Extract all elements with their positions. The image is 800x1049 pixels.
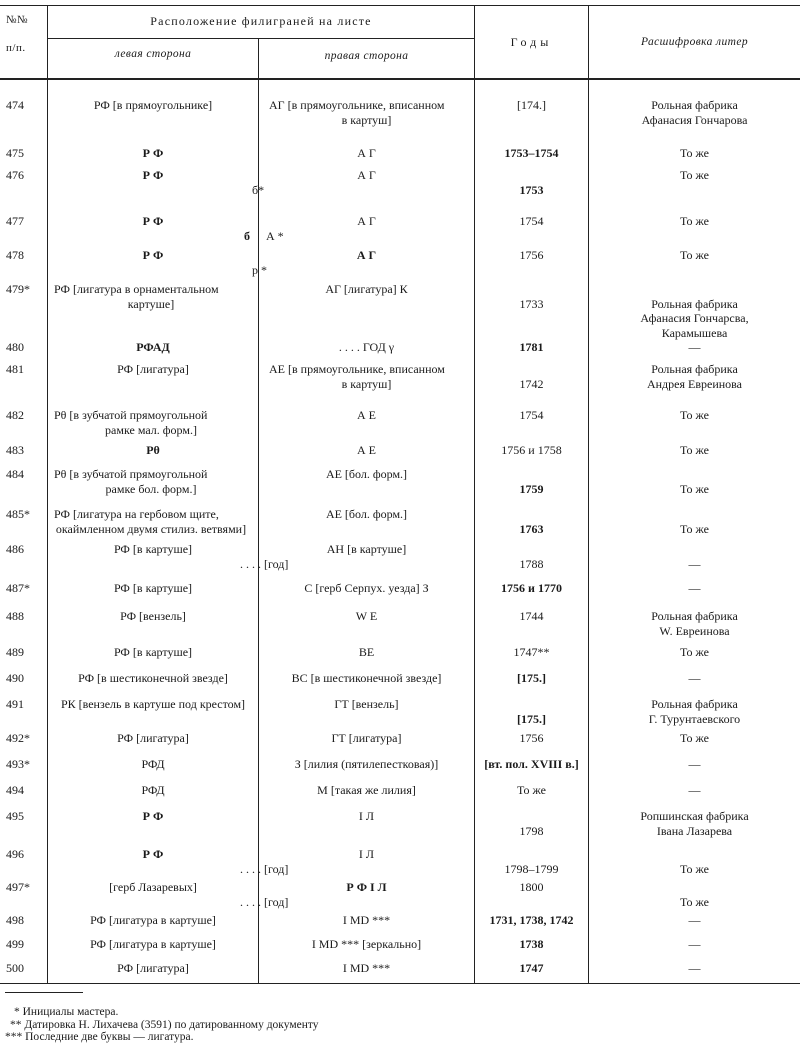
right-side-text: W Е xyxy=(355,609,378,623)
footnote-2: ** Датировка Н. Лихачева (3591) по датированному документу xyxy=(10,1019,319,1031)
right-side-text: АГ [в прямоугольнике, вписанном xyxy=(269,98,445,112)
watermark-mark: . . [год] xyxy=(252,894,289,909)
year-text: 1738 xyxy=(519,937,544,951)
footnote-1: * Инициалы мастера. xyxy=(14,1006,119,1018)
year-text: 1798–1799 xyxy=(504,861,559,876)
watermark-mark: . . [год] xyxy=(252,556,289,571)
header-decoding: Расшифровка литер xyxy=(641,36,748,48)
decoding-text: То же xyxy=(680,731,709,745)
year-text: 1759 xyxy=(519,481,544,496)
footnote-3: *** Последние две буквы — лигатура. xyxy=(5,1031,194,1043)
left-side-text: РФ [лигатура в орнаментальном xyxy=(54,282,219,296)
decoding-text: То же xyxy=(680,894,709,909)
decoding-text: То же xyxy=(680,645,709,659)
year-text: 1753–1754 xyxy=(504,146,559,160)
decoding-text: Афанасия Гончарсва, xyxy=(640,311,749,325)
year-text: 1747 xyxy=(519,961,544,975)
leader-dots: . . xyxy=(240,861,249,876)
decoding-text: То же xyxy=(680,146,709,160)
year-text: 1747** xyxy=(513,645,550,659)
decoding-text: — xyxy=(688,913,701,927)
year-text: [175.] xyxy=(517,671,546,685)
row-number: 494 xyxy=(6,783,24,797)
row-number: 495 xyxy=(6,809,24,823)
leader-dots: . . xyxy=(240,894,249,909)
left-side-text: Р Ф xyxy=(142,248,164,262)
header-left-side: левая сторона xyxy=(114,48,192,60)
right-side-text: ГТ [лигатура] xyxy=(331,731,402,745)
decoding-text: — xyxy=(688,340,701,354)
table-top-rule xyxy=(0,5,800,6)
decoding-text: То же xyxy=(680,443,709,457)
decoding-text: — xyxy=(688,581,701,595)
left-side-text: Р Ф xyxy=(142,168,164,182)
year-text: 1754 xyxy=(519,214,544,228)
right-side-text: АН [в картуше] xyxy=(326,542,407,556)
row-number: 490 xyxy=(6,671,24,685)
year-text: 1731, 1738, 1742 xyxy=(489,913,574,927)
left-side-text: [герб Лазаревых] xyxy=(109,880,197,894)
row-number: 496 xyxy=(6,847,24,861)
row-number: 493* xyxy=(6,757,30,771)
header-bottom-rule xyxy=(0,78,800,80)
right-side-text: АЕ [бол. форм.] xyxy=(325,507,408,521)
right-side-text: АЕ [бол. форм.] xyxy=(325,467,408,481)
left-side-text: РФ [лигатура] xyxy=(117,362,189,376)
watermark-mark: б* xyxy=(252,182,265,197)
year-text: 1756 xyxy=(519,731,544,745)
header-sub-rule xyxy=(48,38,474,39)
decoding-text: То же xyxy=(680,481,709,496)
right-side-text: ВЕ xyxy=(358,645,375,659)
row-number: 500 xyxy=(6,961,24,975)
decoding-text: То же xyxy=(680,248,709,262)
right-side-text: І Л xyxy=(358,809,375,823)
left-side-text: РФ [вензель] xyxy=(120,609,186,623)
decoding-text: То же xyxy=(680,214,709,228)
row-number: 484 xyxy=(6,467,24,481)
left-side-text: Р Ф xyxy=(142,214,164,228)
row-number: 475 xyxy=(6,146,24,160)
right-side-text: А Е xyxy=(357,408,376,422)
year-text: 1763 xyxy=(519,521,544,536)
right-side-text: А Г xyxy=(357,168,376,182)
year-text: 1781 xyxy=(519,340,544,354)
watermark-mark: . . [год] xyxy=(252,861,289,876)
right-side-text: ВС [в шестиконечной звезде] xyxy=(291,671,442,685)
row-number: 486 xyxy=(6,542,24,556)
decoding-text: Афанасия Гончарова xyxy=(641,112,748,127)
row-number: 476 xyxy=(6,168,24,182)
right-side-text: ГТ [вензель] xyxy=(334,697,399,711)
year-text: [вт. пол. XVIII в.] xyxy=(484,757,579,771)
decoding-text: Рольная фабрика xyxy=(651,296,738,311)
left-side-text: РФ [в картуше] xyxy=(113,581,193,595)
row-number: 478 xyxy=(6,248,24,262)
decoding-text: — xyxy=(688,757,701,771)
row-number: 474 xyxy=(6,98,24,112)
watermark-mark: р * xyxy=(252,262,267,277)
year-text: 1798 xyxy=(519,823,544,838)
year-text: 1800 xyxy=(519,880,544,894)
left-side-text: окаймленном двумя стилиз. ветвями] xyxy=(55,521,247,536)
year-text: 1756 и 1758 xyxy=(501,443,562,457)
right-side-text: АГ [лигатура] К xyxy=(325,282,408,296)
left-side-text: Рθ xyxy=(146,443,160,457)
right-side-text: АЕ [в прямоугольнике, вписанном xyxy=(269,362,445,376)
left-side-text: РФ [лигатура] xyxy=(117,961,189,975)
left-side-text: Рθ [в зубчатой прямоугольной xyxy=(54,467,208,481)
row-number: 479* xyxy=(6,282,30,296)
right-side-text: А Е xyxy=(357,443,376,457)
right-side-text: в картуш] xyxy=(341,376,392,391)
decoding-text: — xyxy=(688,783,701,797)
decoding-text: Ропшинская фабрика xyxy=(640,809,749,823)
right-side-text: А Г xyxy=(356,248,377,262)
decoding-text: Рольная фабрика xyxy=(651,362,738,376)
right-side-text: І MD *** xyxy=(342,961,391,975)
left-side-text: РК [вензель в картуше под крестом] xyxy=(60,697,246,711)
left-side-text: РФД xyxy=(141,757,165,771)
right-side-text: М [такая же лилия] xyxy=(317,783,416,797)
right-side-text: І Л xyxy=(358,847,375,861)
left-side-text: Р Ф xyxy=(142,146,164,160)
decoding-text: Андрея Евреинова xyxy=(646,376,743,391)
header-placement: Расположение филиграней на листе xyxy=(150,14,372,28)
right-side-text: С [герб Серпух. уезда] З xyxy=(304,581,429,595)
decoding-text: Карамышева xyxy=(661,325,728,340)
year-text: 1742 xyxy=(519,376,544,391)
decoding-text: — xyxy=(688,556,701,571)
year-text: [174.] xyxy=(517,98,546,112)
year-text: 1753 xyxy=(519,182,544,197)
row-number: 499 xyxy=(6,937,24,951)
left-side-text: Р Ф xyxy=(142,847,164,861)
left-side-text: картуше] xyxy=(127,296,175,311)
row-number: 483 xyxy=(6,443,24,457)
right-side-text: в картуш] xyxy=(341,112,392,127)
decoding-text: То же xyxy=(680,168,709,182)
row-number: 488 xyxy=(6,609,24,623)
right-side-text: А Г xyxy=(357,146,376,160)
decoding-text: — xyxy=(688,937,701,951)
decoding-text: — xyxy=(688,671,701,685)
left-side-text: РФ [лигатура на гербовом щите, xyxy=(54,507,219,521)
watermark-mark: А * xyxy=(266,228,284,243)
decoding-text: — xyxy=(688,961,701,975)
decoding-text: То же xyxy=(680,408,709,422)
row-number: 477 xyxy=(6,214,24,228)
year-text: 1733 xyxy=(519,296,544,311)
row-number: 485* xyxy=(6,507,30,521)
decoding-text: Г. Турунтаевского xyxy=(648,711,741,726)
left-side-text: РФ [в прямоугольнике] xyxy=(93,98,213,112)
decoding-text: Рольная фабрика xyxy=(651,98,738,112)
left-side-text: РФ [в шестиконечной звезде] xyxy=(78,671,228,685)
row-number: 498 xyxy=(6,913,24,927)
left-side-text: Рθ [в зубчатой прямоугольной xyxy=(54,408,208,422)
left-side-text: РФ [лигатура] xyxy=(117,731,189,745)
year-text: 1788 xyxy=(519,556,544,571)
left-side-text: Р Ф xyxy=(142,809,164,823)
left-side-text: рамке бол. форм.] xyxy=(105,481,197,496)
decoding-text: То же xyxy=(680,861,709,876)
right-side-text: І MD *** xyxy=(342,913,391,927)
year-text: То же xyxy=(517,783,546,797)
header-right-side: правая сторона xyxy=(324,50,409,62)
row-number: 491 xyxy=(6,697,24,711)
left-side-text: РФ [в картуше] xyxy=(113,645,193,659)
left-side-text: рамке мал. форм.] xyxy=(105,422,197,437)
left-side-text: РФ [лигатура в картуше] xyxy=(90,913,216,927)
left-side-text: РФД xyxy=(141,783,165,797)
row-number: 497* xyxy=(6,880,30,894)
decoding-text: W. Евреинова xyxy=(659,623,730,638)
year-text: 1756 xyxy=(519,248,544,262)
leader-dots: . . xyxy=(240,556,249,571)
year-text: 1756 и 1770 xyxy=(501,581,562,595)
right-side-text: Р Ф І Л xyxy=(346,880,387,894)
watermark-left-mark: б xyxy=(244,228,250,243)
header-num-bottom: п/п. xyxy=(6,42,26,54)
header-years: Годы xyxy=(510,35,553,49)
left-side-text: РФАД xyxy=(136,340,170,354)
row-number: 482 xyxy=(6,408,24,422)
row-number: 480 xyxy=(6,340,24,354)
decoding-text: То же xyxy=(680,521,709,536)
year-text: 1754 xyxy=(519,408,544,422)
left-side-text: РФ [лигатура в картуше] xyxy=(90,937,216,951)
footnote-rule xyxy=(5,992,83,993)
row-number: 481 xyxy=(6,362,24,376)
row-number: 487* xyxy=(6,581,30,595)
left-side-text: РФ [в картуше] xyxy=(113,542,193,556)
row-number: 489 xyxy=(6,645,24,659)
right-side-text: І MD *** [зеркально] xyxy=(311,937,422,951)
header-num-top: №№ xyxy=(6,14,28,26)
table-bottom-rule xyxy=(0,983,800,984)
decoding-text: Івана Лазарева xyxy=(656,823,733,838)
year-text: 1744 xyxy=(519,609,544,623)
decoding-text: Рольная фабрика xyxy=(651,609,738,623)
decoding-text: Рольная фабрика xyxy=(651,697,738,711)
right-side-text: А Г xyxy=(357,214,376,228)
right-side-text: . . . . ГОД γ xyxy=(338,340,395,354)
right-side-text: З [лилия (пятилепестковая)] xyxy=(294,757,439,771)
year-text: [175.] xyxy=(517,711,546,726)
row-number: 492* xyxy=(6,731,30,745)
